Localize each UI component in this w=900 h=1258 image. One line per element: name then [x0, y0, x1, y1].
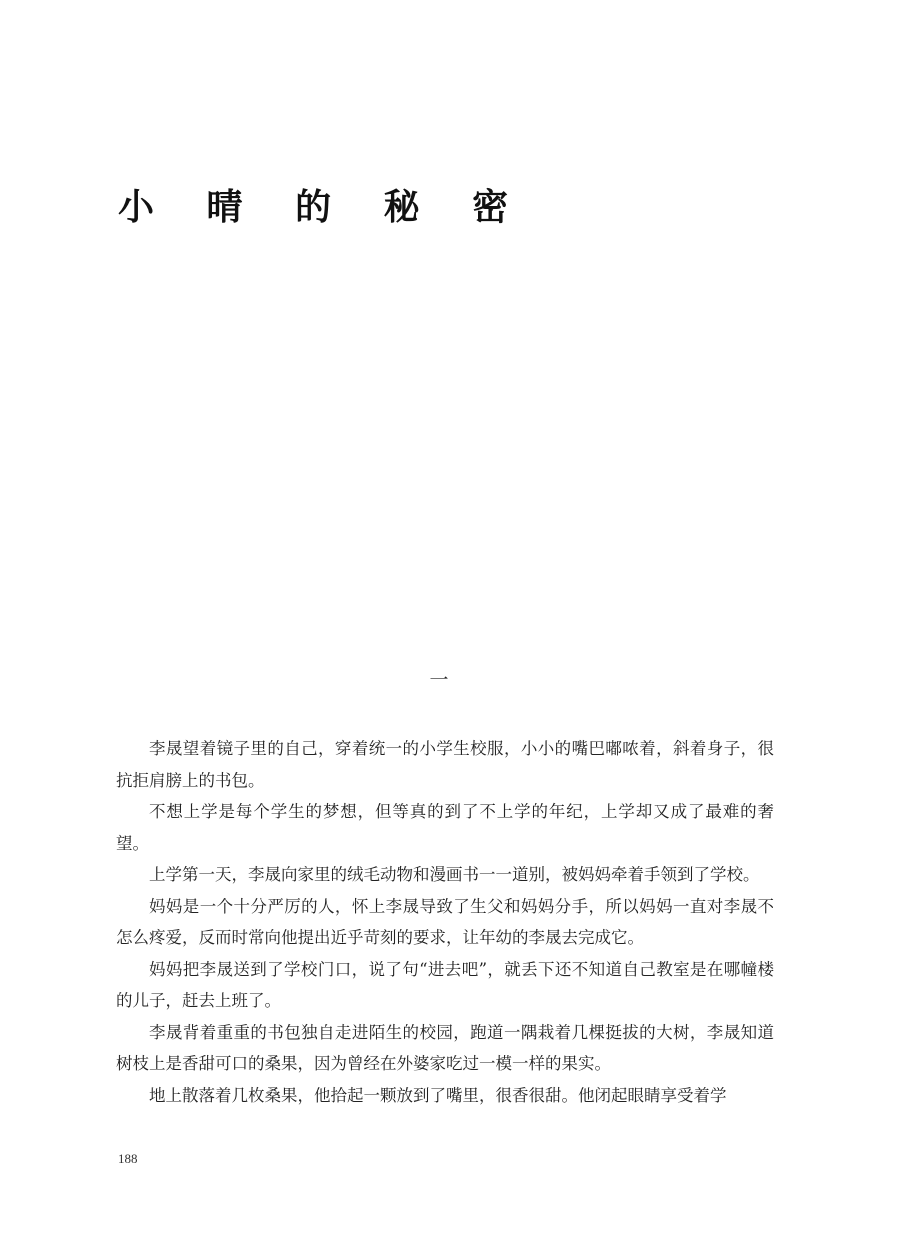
- paragraph: 上学第一天，李晟向家里的绒毛动物和漫画书一一道别，被妈妈牵着手领到了学校。: [149, 865, 760, 884]
- paragraph: 李晟望着镜子里的自己，穿着统一的小学生校服，小小的嘴巴嘟哝着，斜着身子，很抗拒肩膀上的书包。: [116, 739, 774, 790]
- paragraph: 地上散落着几枚桑果，他拾起一颗放到了嘴里，很香很甜。他闭起眼睛享受着学: [149, 1085, 727, 1105]
- paragraph: 妈妈把李晟送到了学校门口，说了句“进去吧”，就丢下还不知道自己教室是在哪幢楼的儿子，赶去上班了。: [116, 959, 774, 1010]
- paragraph: 妈妈是一个十分严厉的人，怀上李晟导致了生父和妈妈分手，所以妈妈一直对李晟不怎么疼爱，反而时常向他提出近乎苛刻的要求，让年幼的李晟去完成它。: [116, 896, 774, 947]
- paragraph: 不想上学是每个学生的梦想，但等真的到了不上学的年纪，上学却又成了最难的奢望。: [116, 802, 774, 853]
- paragraph: 李晟背着重重的书包独自走进陌生的校园，跑道一隅栽着几棵挺拔的大树，李晟知道树枝上是香甜可口的桑果，因为曾经在外婆家吃过一模一样的果实。: [116, 1022, 774, 1073]
- chapter-title: 小 晴 的 秘 密: [118, 187, 529, 228]
- body-text: [116, 733, 774, 1111]
- page-number: 188: [118, 1151, 138, 1166]
- section-number: 一: [429, 669, 449, 691]
